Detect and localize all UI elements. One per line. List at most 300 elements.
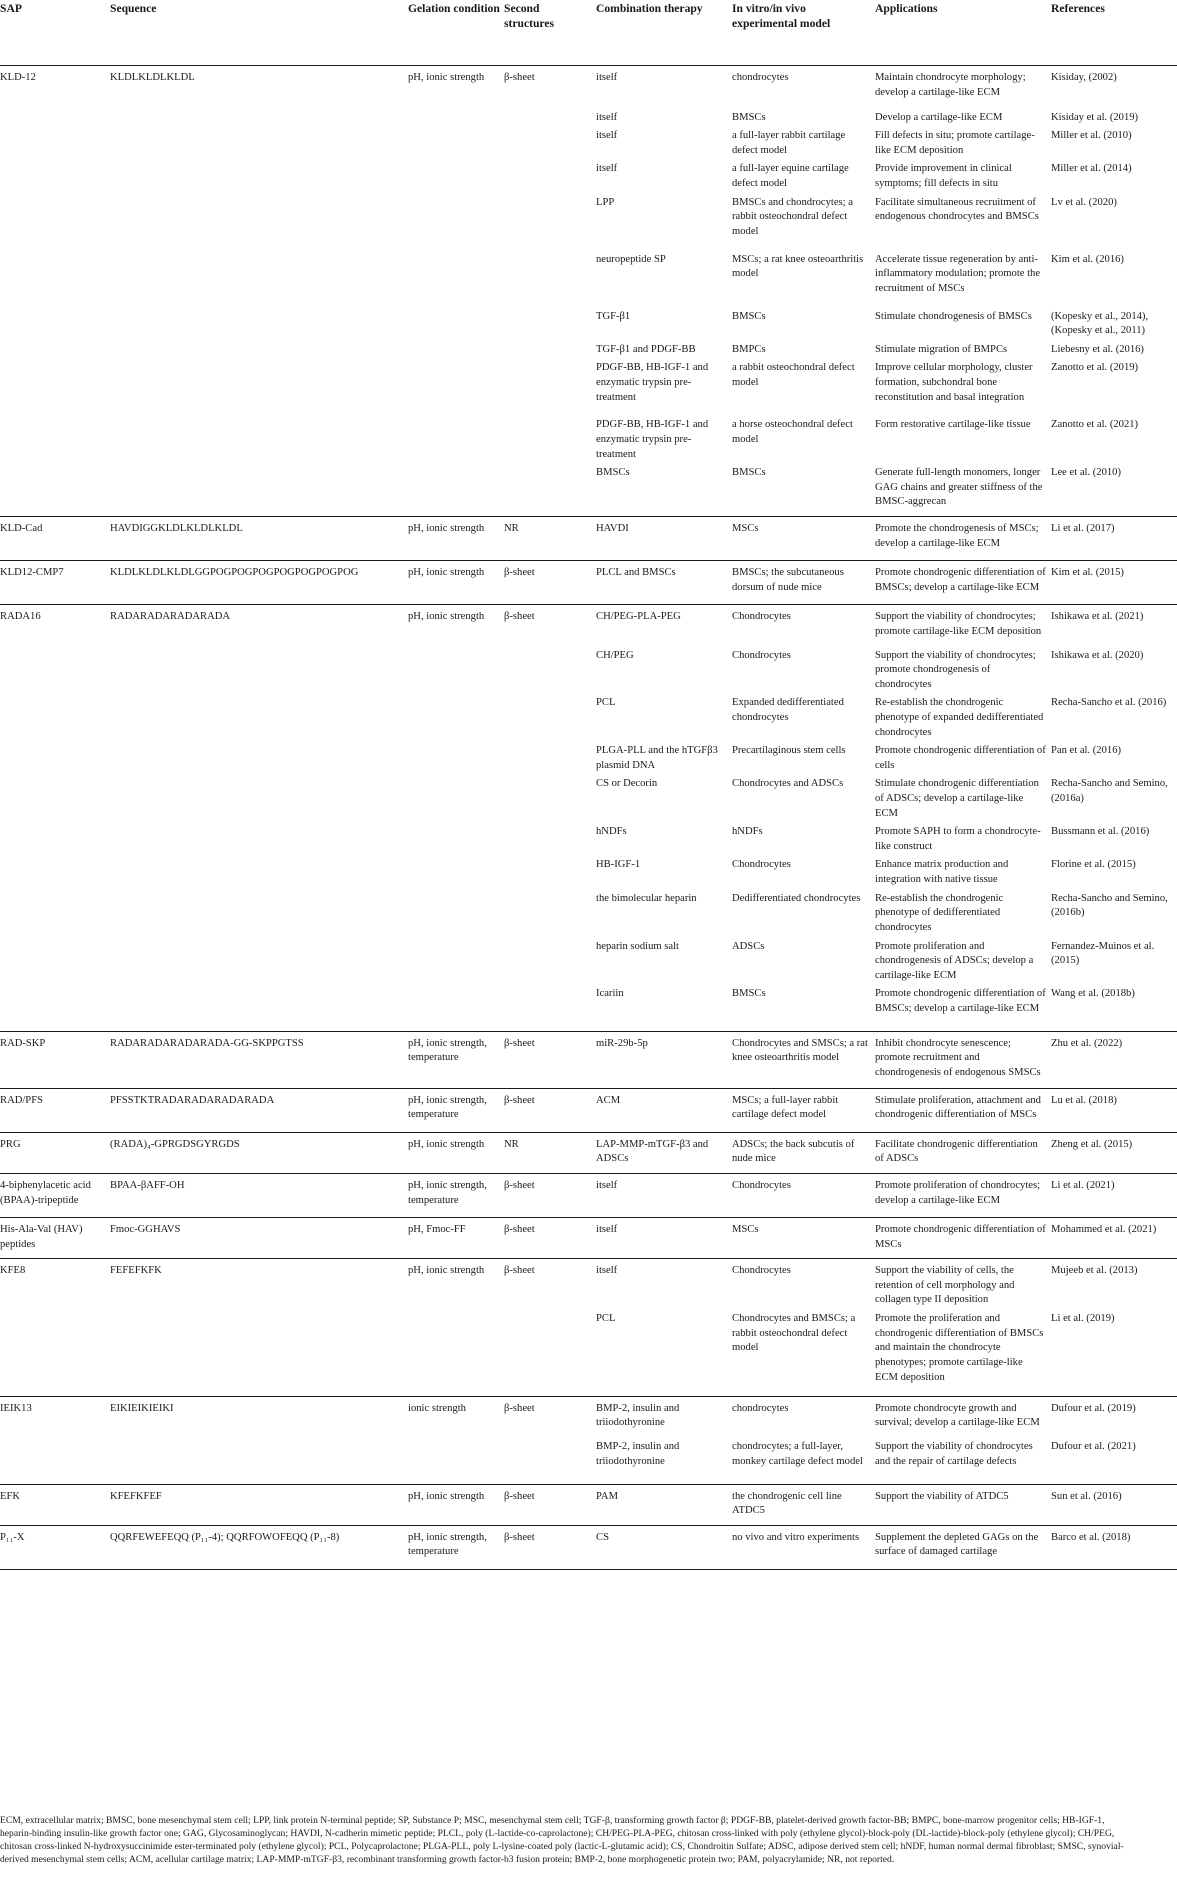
cell-sap: KLD12-CMP7 bbox=[0, 561, 110, 605]
cell-experimental-model: BMPCs bbox=[732, 343, 766, 355]
cell-sap bbox=[0, 858, 110, 891]
cell-experimental-model: Chondrocytes bbox=[732, 1174, 875, 1218]
cell-combination-therapy: CH/PEG-PLA-PEG bbox=[596, 611, 681, 623]
table-row bbox=[0, 858, 1177, 891]
cell-sequence: BPAA-βAFF-OH bbox=[110, 1174, 408, 1218]
cell-reference: Li et al. (2021) bbox=[1051, 1174, 1177, 1218]
table-row bbox=[0, 1484, 1177, 1525]
cell-second-structure bbox=[504, 892, 596, 940]
cell-sequence bbox=[110, 466, 408, 516]
cell-combination-therapy: ACM bbox=[596, 1088, 732, 1132]
table-row bbox=[0, 940, 1177, 988]
cell-sap: RADA16 bbox=[0, 611, 41, 623]
cell-sequence bbox=[110, 1312, 408, 1396]
cell-second-structure: NR bbox=[504, 1132, 596, 1173]
table-row bbox=[0, 1312, 1177, 1396]
cell-reference: Recha-Sancho et al. (2016) bbox=[1051, 697, 1167, 709]
cell-gelation-condition: pH, ionic strength, temperature bbox=[408, 1031, 504, 1088]
cell-application: Re-establish the chondrogenic phenotype of expanded dedifferentiated chondrocytes bbox=[875, 697, 1044, 738]
cell-experimental-model: no vivo and vitro experiments bbox=[732, 1525, 875, 1569]
cell-gelation-condition bbox=[408, 940, 504, 988]
cell-second-structure bbox=[504, 196, 596, 253]
cell-gelation-condition bbox=[408, 1440, 504, 1484]
cell-combination-therapy: miR-29b-5p bbox=[596, 1031, 732, 1088]
cell-second-structure bbox=[504, 1440, 596, 1484]
cell-combination-therapy: LPP bbox=[596, 196, 615, 208]
table-row bbox=[0, 561, 1177, 605]
header-applications: Applications bbox=[875, 0, 1051, 66]
cell-sequence bbox=[110, 196, 408, 253]
cell-gelation-condition: ionic strength bbox=[408, 1402, 466, 1414]
cell-gelation-condition: pH, ionic strength, temperature bbox=[408, 1525, 504, 1569]
cell-second-structure bbox=[504, 940, 596, 988]
cell-gelation-condition: pH, ionic strength bbox=[408, 1132, 504, 1173]
cell-sequence: FEFEFKFK bbox=[110, 1265, 162, 1277]
cell-reference: Fernandez-Muinos et al. (2015) bbox=[1051, 940, 1155, 967]
cell-second-structure bbox=[504, 162, 596, 195]
cell-gelation-condition bbox=[408, 310, 504, 343]
cell-reference: Kim et al. (2016) bbox=[1051, 253, 1124, 265]
cell-sap bbox=[0, 777, 110, 825]
cell-sap: KLD-Cad bbox=[0, 517, 110, 561]
cell-sap bbox=[0, 892, 110, 940]
cell-sequence bbox=[110, 892, 408, 940]
cell-application: Inhibit chondrocyte senescence; promote recruitment and chondrogenesis of endogenous SMSCs bbox=[875, 1031, 1051, 1088]
cell-experimental-model: a full-layer rabbit cartilage defect model bbox=[732, 130, 846, 156]
cell-application: Form restorative cartilage-like tissue bbox=[875, 419, 1031, 431]
table-row bbox=[0, 696, 1177, 744]
cell-reference: Mujeeb et al. (2013) bbox=[1051, 1265, 1138, 1277]
cell-application: Generate full-length monomers, longer GAG chains and greater stiffness of the BMSC-aggrecan bbox=[875, 466, 1051, 516]
cell-sap bbox=[0, 418, 110, 466]
cell-sap bbox=[0, 940, 110, 988]
table-row bbox=[0, 777, 1177, 825]
cell-second-structure: β-sheet bbox=[504, 1484, 596, 1525]
cell-sap bbox=[0, 1440, 110, 1484]
cell-reference: Liebesny et al. (2016) bbox=[1051, 343, 1144, 355]
cell-experimental-model: Chondrocytes and BMSCs; a rabbit osteochondral defect model bbox=[732, 1312, 875, 1396]
cell-reference: Miller et al. (2010) bbox=[1051, 130, 1132, 142]
cell-experimental-model: chondrocytes bbox=[732, 1402, 789, 1414]
cell-sap bbox=[0, 649, 110, 697]
cell-application: Support the viability of chondrocytes; promote cartilage-like ECM deposition bbox=[875, 611, 1042, 637]
cell-experimental-model: Dedifferentiated chondrocytes bbox=[732, 892, 861, 904]
cell-sap bbox=[0, 343, 110, 362]
cell-application: Promote the chondrogenesis of MSCs; develop a cartilage-like ECM bbox=[875, 517, 1051, 561]
cell-experimental-model: BMSCs bbox=[732, 466, 875, 516]
cell-experimental-model: ADSCs; the back subcutis of nude mice bbox=[732, 1132, 875, 1173]
table-row bbox=[0, 196, 1177, 253]
table-row bbox=[0, 1396, 1177, 1440]
cell-sap: RAD-SKP bbox=[0, 1031, 110, 1088]
table-row bbox=[0, 1132, 1177, 1173]
cell-application: Support the viability of chondrocytes and the repair of cartilage defects bbox=[875, 1440, 1051, 1484]
cell-application: Facilitate chondrogenic differentiation of ADSCs bbox=[875, 1132, 1051, 1173]
cell-second-structure bbox=[504, 649, 596, 697]
cell-combination-therapy: Icariin bbox=[596, 987, 732, 1031]
cell-gelation-condition bbox=[408, 744, 504, 777]
cell-experimental-model: Expanded dedifferentiated chondrocytes bbox=[732, 697, 844, 723]
cell-gelation-condition bbox=[408, 253, 504, 310]
cell-sap bbox=[0, 129, 110, 162]
cell-reference: Florine et al. (2015) bbox=[1051, 859, 1136, 871]
cell-reference: Mohammed et al. (2021) bbox=[1051, 1218, 1177, 1259]
cell-sap: PRG bbox=[0, 1132, 110, 1173]
cell-gelation-condition bbox=[408, 361, 504, 418]
cell-sap bbox=[0, 361, 110, 418]
cell-second-structure: β-sheet bbox=[504, 1402, 535, 1414]
cell-application: Facilitate simultaneous recruitment of endogenous chondrocytes and BMSCs bbox=[875, 196, 1039, 223]
cell-second-structure: β-sheet bbox=[504, 1031, 596, 1088]
cell-reference: Ishikawa et al. (2021) bbox=[1051, 611, 1144, 623]
cell-gelation-condition: pH, ionic strength bbox=[408, 561, 504, 605]
cell-application: Stimulate migration of BMPCs bbox=[875, 343, 1008, 355]
cell-application: Maintain chondrocyte morphology; develop a cartilage-like ECM bbox=[875, 72, 1026, 98]
cell-gelation-condition: pH, ionic strength bbox=[408, 517, 504, 561]
cell-combination-therapy: PLCL and BMSCs bbox=[596, 561, 732, 605]
cell-experimental-model: MSCs bbox=[732, 1218, 875, 1259]
cell-application: Support the viability of chondrocytes; promote chondrogenesis of chondrocytes bbox=[875, 649, 1036, 690]
cell-sequence bbox=[110, 253, 408, 310]
cell-reference: Recha-Sancho and Semino, (2016b) bbox=[1051, 892, 1168, 919]
cell-application: Support the viability of cells, the retention of cell morphology and collagen type II deposition bbox=[875, 1265, 1015, 1306]
cell-gelation-condition: pH, ionic strength bbox=[408, 1484, 504, 1525]
cell-sequence: (RADA)₄-GPRGDSGYRGDS bbox=[110, 1132, 408, 1173]
cell-sequence: RADARADARADARADA-GG-SKPPGTSS bbox=[110, 1031, 408, 1088]
cell-experimental-model: the chondrogenic cell line ATDC5 bbox=[732, 1484, 875, 1525]
cell-second-structure bbox=[504, 361, 596, 418]
header-second-structures: Second structures bbox=[504, 0, 596, 66]
cell-reference: Li et al. (2019) bbox=[1051, 1312, 1177, 1396]
cell-application: Promote chondrocyte growth and survival; develop a cartilage-like ECM bbox=[875, 1402, 1040, 1429]
cell-reference: Li et al. (2017) bbox=[1051, 517, 1177, 561]
cell-experimental-model: a full-layer equine cartilage defect model bbox=[732, 163, 849, 189]
header-sequence: Sequence bbox=[110, 0, 408, 66]
cell-sap: His-Ala-Val (HAV) peptides bbox=[0, 1218, 110, 1259]
cell-second-structure: β-sheet bbox=[504, 1265, 535, 1277]
cell-experimental-model: Chondrocytes and ADSCs bbox=[732, 778, 844, 790]
cell-sap: EFK bbox=[0, 1484, 110, 1525]
cell-gelation-condition bbox=[408, 162, 504, 195]
table-row bbox=[0, 343, 1177, 362]
table-row bbox=[0, 466, 1177, 516]
table-row bbox=[0, 1174, 1177, 1218]
cell-sequence bbox=[110, 129, 408, 162]
cell-sap: KLD-12 bbox=[0, 72, 36, 83]
cell-experimental-model: hNDFs bbox=[732, 826, 763, 838]
cell-gelation-condition: pH, ionic strength, temperature bbox=[408, 1174, 504, 1218]
table-row bbox=[0, 111, 1177, 130]
header-row bbox=[0, 0, 1177, 66]
table-row bbox=[0, 1031, 1177, 1088]
cell-reference: Ishikawa et al. (2020) bbox=[1051, 649, 1144, 661]
cell-second-structure: β-sheet bbox=[504, 1218, 596, 1259]
cell-sequence: PFSSTKTRADARADARADARADA bbox=[110, 1088, 408, 1132]
cell-reference: Wang et al. (2018b) bbox=[1051, 987, 1177, 1031]
cell-gelation-condition bbox=[408, 1312, 504, 1396]
table-row bbox=[0, 744, 1177, 777]
cell-sequence bbox=[110, 1440, 408, 1484]
cell-application: Promote the proliferation and chondrogenic differentiation of BMSCs and maintain the chondrocyte phenotypes; promote cartilage-like ECM deposition bbox=[875, 1312, 1051, 1396]
cell-reference: Barco et al. (2018) bbox=[1051, 1525, 1177, 1569]
cell-experimental-model: Chondrocytes bbox=[732, 611, 791, 623]
table-row bbox=[0, 605, 1177, 649]
cell-sequence bbox=[110, 696, 408, 744]
cell-combination-therapy: heparin sodium salt bbox=[596, 940, 679, 952]
cell-gelation-condition: pH, Fmoc-FF bbox=[408, 1218, 504, 1259]
cell-experimental-model: BMSCs bbox=[732, 310, 766, 322]
table-row bbox=[0, 517, 1177, 561]
cell-sap: RAD/PFS bbox=[0, 1088, 110, 1132]
cell-gelation-condition bbox=[408, 696, 504, 744]
cell-experimental-model: MSCs; a rat knee osteoarthritis model bbox=[732, 253, 864, 280]
cell-second-structure: β-sheet bbox=[504, 72, 535, 83]
cell-application: Fill defects in situ; promote cartilage-like ECM deposition bbox=[875, 130, 1035, 156]
table-row bbox=[0, 987, 1177, 1031]
cell-sequence: RADARADARADARADA bbox=[110, 611, 231, 623]
cell-reference: Dufour et al. (2019) bbox=[1051, 1402, 1136, 1414]
cell-gelation-condition bbox=[408, 196, 504, 253]
cell-sap: IEIK13 bbox=[0, 1402, 32, 1414]
cell-gelation-condition bbox=[408, 825, 504, 858]
cell-gelation-condition bbox=[408, 129, 504, 162]
table-row bbox=[0, 1259, 1177, 1312]
cell-sequence: EIKIEIKIEIKI bbox=[110, 1402, 174, 1414]
cell-application: Promote SAPH to form a chondrocyte-like construct bbox=[875, 826, 1041, 852]
cell-combination-therapy: PAM bbox=[596, 1484, 732, 1525]
table-row bbox=[0, 892, 1177, 940]
cell-second-structure bbox=[504, 744, 596, 777]
cell-sequence: QQRFEWEFEQQ (P₁₁-4); QQRFOWOFEQQ (P₁₁-8) bbox=[110, 1525, 408, 1569]
cell-combination-therapy: PCL bbox=[596, 1312, 732, 1396]
cell-reference: Lee et al. (2010) bbox=[1051, 466, 1177, 516]
cell-sap bbox=[0, 696, 110, 744]
cell-sequence: KLDLKLDLKLDL bbox=[110, 72, 195, 83]
cell-application: Promote chondrogenic differentiation of cells bbox=[875, 745, 1046, 771]
cell-sap bbox=[0, 162, 110, 195]
cell-experimental-model: BMSCs bbox=[732, 987, 875, 1031]
cell-experimental-model: Chondrocytes bbox=[732, 1265, 791, 1277]
cell-combination-therapy: itself bbox=[596, 130, 618, 142]
cell-reference: Zanotto et al. (2021) bbox=[1051, 419, 1139, 431]
cell-application: Accelerate tissue regeneration by anti-inflammatory modulation; promote the recruitment of MSCs bbox=[875, 253, 1041, 294]
cell-reference: Kim et al. (2015) bbox=[1051, 561, 1177, 605]
cell-reference: (Kopesky et al., 2014), (Kopesky et al., 2011) bbox=[1051, 310, 1149, 337]
table-row bbox=[0, 1088, 1177, 1132]
cell-application: Enhance matrix production and integration with native tissue bbox=[875, 859, 1009, 886]
cell-experimental-model: MSCs; a full-layer rabbit cartilage defect model bbox=[732, 1088, 875, 1132]
cell-sap bbox=[0, 1312, 110, 1396]
cell-combination-therapy: PDGF-BB, HB-IGF-1 and enzymatic trypsin pre-treatment bbox=[596, 362, 709, 403]
cell-gelation-condition bbox=[408, 343, 504, 362]
cell-reference: Bussmann et al. (2016) bbox=[1051, 826, 1150, 838]
cell-sap bbox=[0, 196, 110, 253]
cell-gelation-condition bbox=[408, 987, 504, 1031]
cell-application: Re-establish the chondrogenic phenotype of dedifferentiated chondrocytes bbox=[875, 892, 1004, 933]
cell-second-structure: β-sheet bbox=[504, 1525, 596, 1569]
cell-combination-therapy: neuropeptide SP bbox=[596, 253, 666, 265]
cell-gelation-condition bbox=[408, 892, 504, 940]
table-body bbox=[0, 66, 1177, 1570]
cell-experimental-model: Chondrocytes bbox=[732, 649, 791, 661]
header-references: References bbox=[1051, 0, 1177, 66]
cell-sequence: HAVDIGGKLDLKLDLKLDL bbox=[110, 517, 408, 561]
cell-reference: Dufour et al. (2021) bbox=[1051, 1440, 1177, 1484]
cell-combination-therapy: HB-IGF-1 bbox=[596, 859, 641, 871]
table-header bbox=[0, 0, 1177, 66]
cell-sequence bbox=[110, 418, 408, 466]
cell-combination-therapy: hNDFs bbox=[596, 826, 627, 838]
cell-sequence: Fmoc-GGHAVS bbox=[110, 1218, 408, 1259]
cell-second-structure bbox=[504, 696, 596, 744]
cell-experimental-model: Chondrocytes and SMSCs; a rat knee osteoarthritis model bbox=[732, 1031, 875, 1088]
cell-gelation-condition: pH, ionic strength bbox=[408, 1265, 485, 1277]
cell-combination-therapy: PDGF-BB, HB-IGF-1 and enzymatic trypsin pre-treatment bbox=[596, 419, 709, 460]
cell-experimental-model: Chondrocytes bbox=[732, 859, 791, 871]
cell-reference: Kisiday, (2002) bbox=[1051, 72, 1117, 83]
cell-sequence bbox=[110, 111, 408, 130]
cell-sap: KFE8 bbox=[0, 1265, 26, 1277]
cell-sap bbox=[0, 310, 110, 343]
cell-reference: Kisiday et al. (2019) bbox=[1051, 111, 1139, 123]
cell-sequence bbox=[110, 987, 408, 1031]
cell-sap bbox=[0, 744, 110, 777]
table-row bbox=[0, 825, 1177, 858]
cell-experimental-model: chondrocytes; a full-layer, monkey cartilage defect model bbox=[732, 1440, 875, 1484]
cell-application: Stimulate chondrogenic differentiation of ADSCs; develop a cartilage-like ECM bbox=[875, 778, 1039, 819]
cell-experimental-model: BMSCs and chondrocytes; a rabbit osteochondral defect model bbox=[732, 196, 853, 237]
cell-reference: Lu et al. (2018) bbox=[1051, 1088, 1177, 1132]
cell-sequence: KLDLKLDLKLDLGGPOGPOGPOGPOGPOGPOGPOG bbox=[110, 561, 408, 605]
cell-second-structure: β-sheet bbox=[504, 611, 535, 623]
table-row bbox=[0, 66, 1177, 111]
cell-combination-therapy: BMP-2, insulin and triiodothyronine bbox=[596, 1440, 732, 1484]
cell-second-structure: NR bbox=[504, 517, 596, 561]
cell-sap bbox=[0, 987, 110, 1031]
cell-reference: Miller et al. (2014) bbox=[1051, 163, 1132, 175]
cell-application: Promote chondrogenic differentiation of BMSCs; develop a cartilage-like ECM bbox=[875, 987, 1051, 1031]
cell-second-structure bbox=[504, 825, 596, 858]
cell-second-structure bbox=[504, 129, 596, 162]
cell-combination-therapy: itself bbox=[596, 111, 618, 123]
cell-experimental-model: Precartilaginous stem cells bbox=[732, 745, 846, 757]
cell-second-structure bbox=[504, 310, 596, 343]
cell-reference: Zanotto et al. (2019) bbox=[1051, 362, 1139, 374]
table-row bbox=[0, 253, 1177, 310]
cell-application: Develop a cartilage-like ECM bbox=[875, 111, 1003, 123]
table-row bbox=[0, 1218, 1177, 1259]
cell-second-structure bbox=[504, 858, 596, 891]
cell-application: Promote chondrogenic differentiation of MSCs bbox=[875, 1218, 1051, 1259]
cell-combination-therapy: PLGA-PLL and the hTGFβ3 plasmid DNA bbox=[596, 745, 718, 771]
cell-combination-therapy: BMP-2, insulin and triiodothyronine bbox=[596, 1402, 680, 1429]
cell-reference: Recha-Sancho and Semino, (2016a) bbox=[1051, 778, 1168, 805]
header-combination-therapy: Combination therapy bbox=[596, 0, 732, 66]
table-row bbox=[0, 361, 1177, 418]
cell-experimental-model: chondrocytes bbox=[732, 72, 789, 83]
table-row bbox=[0, 129, 1177, 162]
cell-sap bbox=[0, 825, 110, 858]
cell-combination-therapy: CS or Decorin bbox=[596, 778, 658, 790]
cell-experimental-model: BMSCs; the subcutaneous dorsum of nude mice bbox=[732, 561, 875, 605]
cell-gelation-condition bbox=[408, 111, 504, 130]
cell-sequence bbox=[110, 744, 408, 777]
cell-experimental-model: ADSCs bbox=[732, 940, 765, 952]
table-footnote: ECM, extracellular matrix; BMSC, bone mesenchymal stem cell; LPP, link protein N-terminal peptide; SP, Substance P; MSC, mesenchymal stem cell; TGF-β, transforming growth factor β; PDGF-BB, platelet-derived growth factor-BB; BMPC, bone-marrow progenitor cells; HB-IGF-1, heparin-binding insulin-like growth factor one; GAG, Glycosaminoglycan; HAVDI, N-cadherin mimetic peptide; PLCL, poly (L-lactide-co-caprolactone); CH/PEG-PLA-PEG, chitosan cross-linked with poly (ethylene glycol)-block-poly (DL-lactide)-block-poly (ethylene glycol); CH/PEG, chitosan cross-linked N-hydroxysuccinimide ester-terminated poly (ethylene glycol); PCL, Polycaprolactone; PLGA-PLL, poly L-lysine-coated poly (lactic-L-glutamic acid); CS, Chondroitin Sulfate; ADSC, adipose derived stem cell; hNDF, human normal dermal fibroblast; SMSC, synovial-derived mesenchymal stem cells; ACM, acellular cartilage matrix; LAP-MMP-mTGF-β3, recombinant transforming growth factor-b3 fusion protein; BMP-2, bone morphogenetic protein two; PAM, polyacrylamide; NR, not reported. bbox=[0, 1815, 1124, 1866]
cell-gelation-condition bbox=[408, 466, 504, 516]
cell-combination-therapy: HAVDI bbox=[596, 517, 732, 561]
cell-application: Provide improvement in clinical symptoms; fill defects in situ bbox=[875, 163, 1012, 189]
cell-combination-therapy: BMSCs bbox=[596, 466, 732, 516]
cell-gelation-condition bbox=[408, 418, 504, 466]
cell-experimental-model: MSCs bbox=[732, 517, 875, 561]
cell-second-structure bbox=[504, 777, 596, 825]
table-row bbox=[0, 162, 1177, 195]
cell-sap bbox=[0, 111, 110, 130]
cell-application: Support the viability of ATDC5 bbox=[875, 1484, 1051, 1525]
cell-reference: Lv et al. (2020) bbox=[1051, 196, 1117, 208]
cell-reference: Zhu et al. (2022) bbox=[1051, 1031, 1177, 1088]
cell-experimental-model: BMSCs bbox=[732, 111, 766, 123]
cell-application: Stimulate proliferation, attachment and chondrogenic differentiation of MSCs bbox=[875, 1088, 1051, 1132]
cell-combination-therapy: itself bbox=[596, 72, 618, 83]
cell-second-structure bbox=[504, 987, 596, 1031]
cell-second-structure: β-sheet bbox=[504, 561, 596, 605]
cell-sequence bbox=[110, 858, 408, 891]
cell-gelation-condition bbox=[408, 777, 504, 825]
cell-application: Promote chondrogenic differentiation of BMSCs; develop a cartilage-like ECM bbox=[875, 561, 1051, 605]
cell-gelation-condition: pH, ionic strength bbox=[408, 72, 485, 83]
cell-experimental-model: a rabbit osteochondral defect model bbox=[732, 362, 855, 388]
cell-sap: 4-biphenylacetic acid (BPAA)-tripeptide bbox=[0, 1174, 110, 1218]
cell-sequence bbox=[110, 310, 408, 343]
cell-gelation-condition bbox=[408, 649, 504, 697]
cell-sequence bbox=[110, 940, 408, 988]
cell-application: Promote proliferation of chondrocytes; develop a cartilage-like ECM bbox=[875, 1174, 1051, 1218]
header-gelation-condition: Gelation condition bbox=[408, 0, 504, 66]
cell-application: Supplement the depleted GAGs on the surface of damaged cartilage bbox=[875, 1525, 1051, 1569]
cell-application: Stimulate chondrogenesis of BMSCs bbox=[875, 310, 1032, 322]
cell-combination-therapy: PCL bbox=[596, 697, 616, 709]
cell-reference: Sun et al. (2016) bbox=[1051, 1484, 1177, 1525]
cell-combination-therapy: the bimolecular heparin bbox=[596, 892, 697, 904]
cell-combination-therapy: LAP-MMP-mTGF-β3 and ADSCs bbox=[596, 1132, 732, 1173]
cell-experimental-model: a horse osteochondral defect model bbox=[732, 419, 853, 445]
cell-reference: Pan et al. (2016) bbox=[1051, 745, 1122, 757]
cell-sap bbox=[0, 466, 110, 516]
cell-combination-therapy: TGF-β1 bbox=[596, 310, 631, 322]
cell-second-structure bbox=[504, 1312, 596, 1396]
cell-combination-therapy: itself bbox=[596, 1265, 618, 1277]
cell-second-structure: β-sheet bbox=[504, 1174, 596, 1218]
cell-gelation-condition bbox=[408, 858, 504, 891]
cell-second-structure bbox=[504, 343, 596, 362]
cell-application: Promote proliferation and chondrogenesis of ADSCs; develop a cartilage-like ECM bbox=[875, 940, 1034, 981]
cell-second-structure bbox=[504, 253, 596, 310]
table-row bbox=[0, 649, 1177, 697]
cell-combination-therapy: CH/PEG bbox=[596, 649, 634, 661]
header-sap: SAP bbox=[0, 0, 110, 66]
table-row bbox=[0, 418, 1177, 466]
cell-sequence bbox=[110, 343, 408, 362]
header-experimental-model: In vitro/in vivo experimental model bbox=[732, 0, 875, 66]
cell-second-structure bbox=[504, 418, 596, 466]
cell-combination-therapy: CS bbox=[596, 1525, 732, 1569]
cell-reference: Zheng et al. (2015) bbox=[1051, 1132, 1177, 1173]
cell-gelation-condition: pH, ionic strength bbox=[408, 611, 485, 623]
cell-sequence bbox=[110, 777, 408, 825]
cell-sap: P₁₁-X bbox=[0, 1525, 110, 1569]
